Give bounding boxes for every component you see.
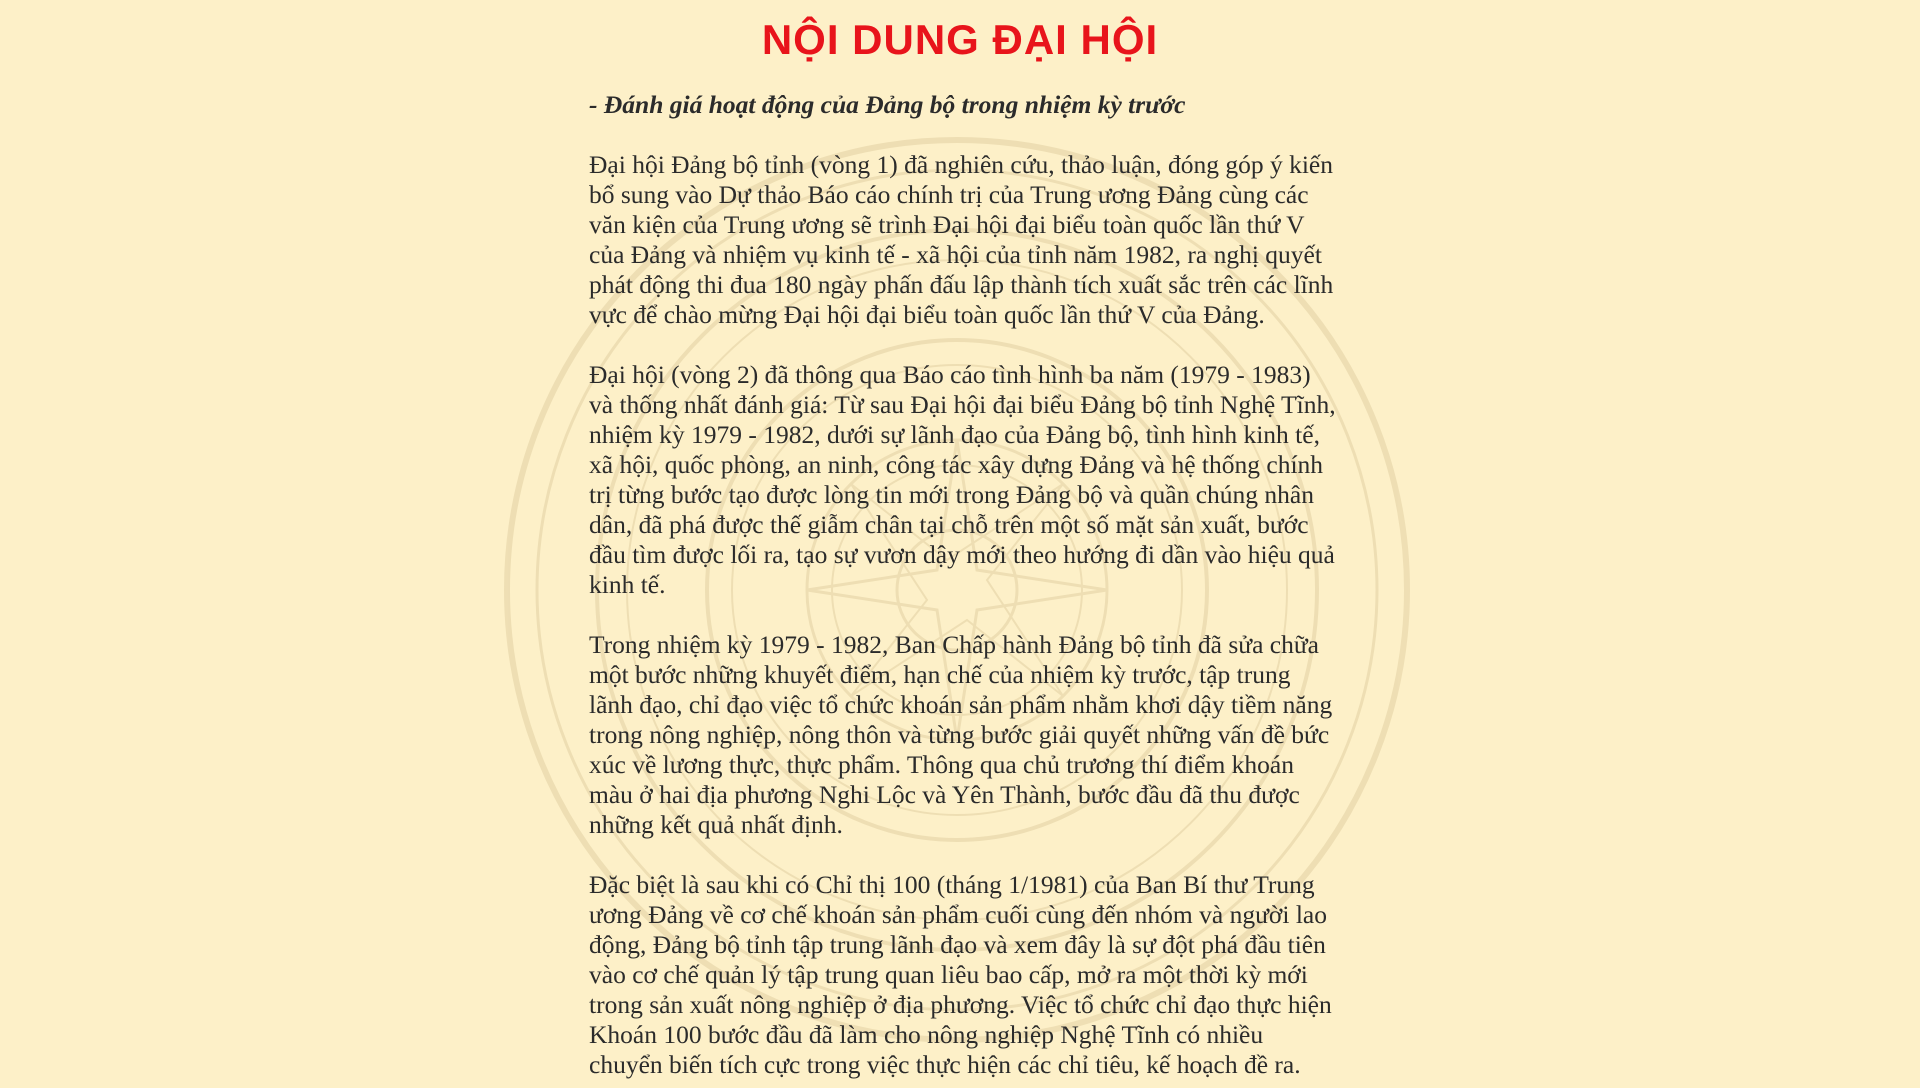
paragraph: Đại hội (vòng 2) đã thông qua Báo cáo tình hình ba năm (1979 - 1983) và thống nhất đánh giá: Từ sau Đại hội đại biểu Đảng bộ tỉnh Nghệ Tĩnh, nhiệm kỳ 1979 - 1982, dưới sự lãnh đạo của Đảng bộ, tình hình kinh tế, xã hội, quốc phòng, an ninh, công tác xây dựng Đảng và hệ thống chính trị từng bước tạo được lòng tin mới trong Đảng bộ và quần chúng nhân dân, đã phá được thế giẫm chân tại chỗ trên một số mặt sản xuất, bước đầu tìm được lối ra, tạo sự vươn dậy mới theo hướng đi dần vào hiệu quả kinh tế. [589, 360, 1336, 599]
section-heading: - Đánh giá hoạt động của Đảng bộ trong nhiệm kỳ trước [589, 90, 1186, 119]
paragraph: Đặc biệt là sau khi có Chỉ thị 100 (tháng 1/1981) của Ban Bí thư Trung ương Đảng về cơ chế khoán sản phẩm cuối cùng đến nhóm và người lao động, Đảng bộ tỉnh tập trung lãnh đạo và xem đây là sự đột phá đầu tiên vào cơ chế quản lý tập trung quan liêu bao cấp, mở ra một thời kỳ mới trong sản xuất nông nghiệp ở địa phương. Việc tổ chức chỉ đạo thực hiện Khoán 100 bước đầu đã làm cho nông nghiệp Nghệ Tĩnh có nhiều chuyển biến tích cực trong việc thực hiện các chỉ tiêu, kế hoạch đề ra. [589, 870, 1332, 1079]
paragraph: Đại hội Đảng bộ tỉnh (vòng 1) đã nghiên cứu, thảo luận, đóng góp ý kiến bổ sung vào Dự thảo Báo cáo chính trị của Trung ương Đảng cùng các văn kiện của Trung ương sẽ trình Đại hội đại biểu toàn quốc lần thứ V của Đảng và nhiệm vụ kinh tế - xã hội của tỉnh năm 1982, ra nghị quyết phát động thi đua 180 ngày phấn đấu lập thành tích xuất sắc trên các lĩnh vực để chào mừng Đại hội đại biểu toàn quốc lần thứ V của Đảng. [589, 150, 1334, 329]
page-title: NỘI DUNG ĐẠI HỘI [761, 16, 1159, 63]
paragraph: Trong nhiệm kỳ 1979 - 1982, Ban Chấp hành Đảng bộ tỉnh đã sửa chữa một bước những khuyết điểm, hạn chế của nhiệm kỳ trước, tập trung lãnh đạo, chỉ đạo việc tổ chức khoán sản phẩm nhằm khơi dậy tiềm năng trong nông nghiệp, nông thôn và từng bước giải quyết những vấn đề bức xúc về lương thực, thực phẩm. Thông qua chủ trương thí điểm khoán màu ở hai địa phương Nghi Lộc và Yên Thành, bước đầu đã thu được những kết quả nhất định. [589, 630, 1333, 839]
article-body [589, 90, 1339, 1088]
